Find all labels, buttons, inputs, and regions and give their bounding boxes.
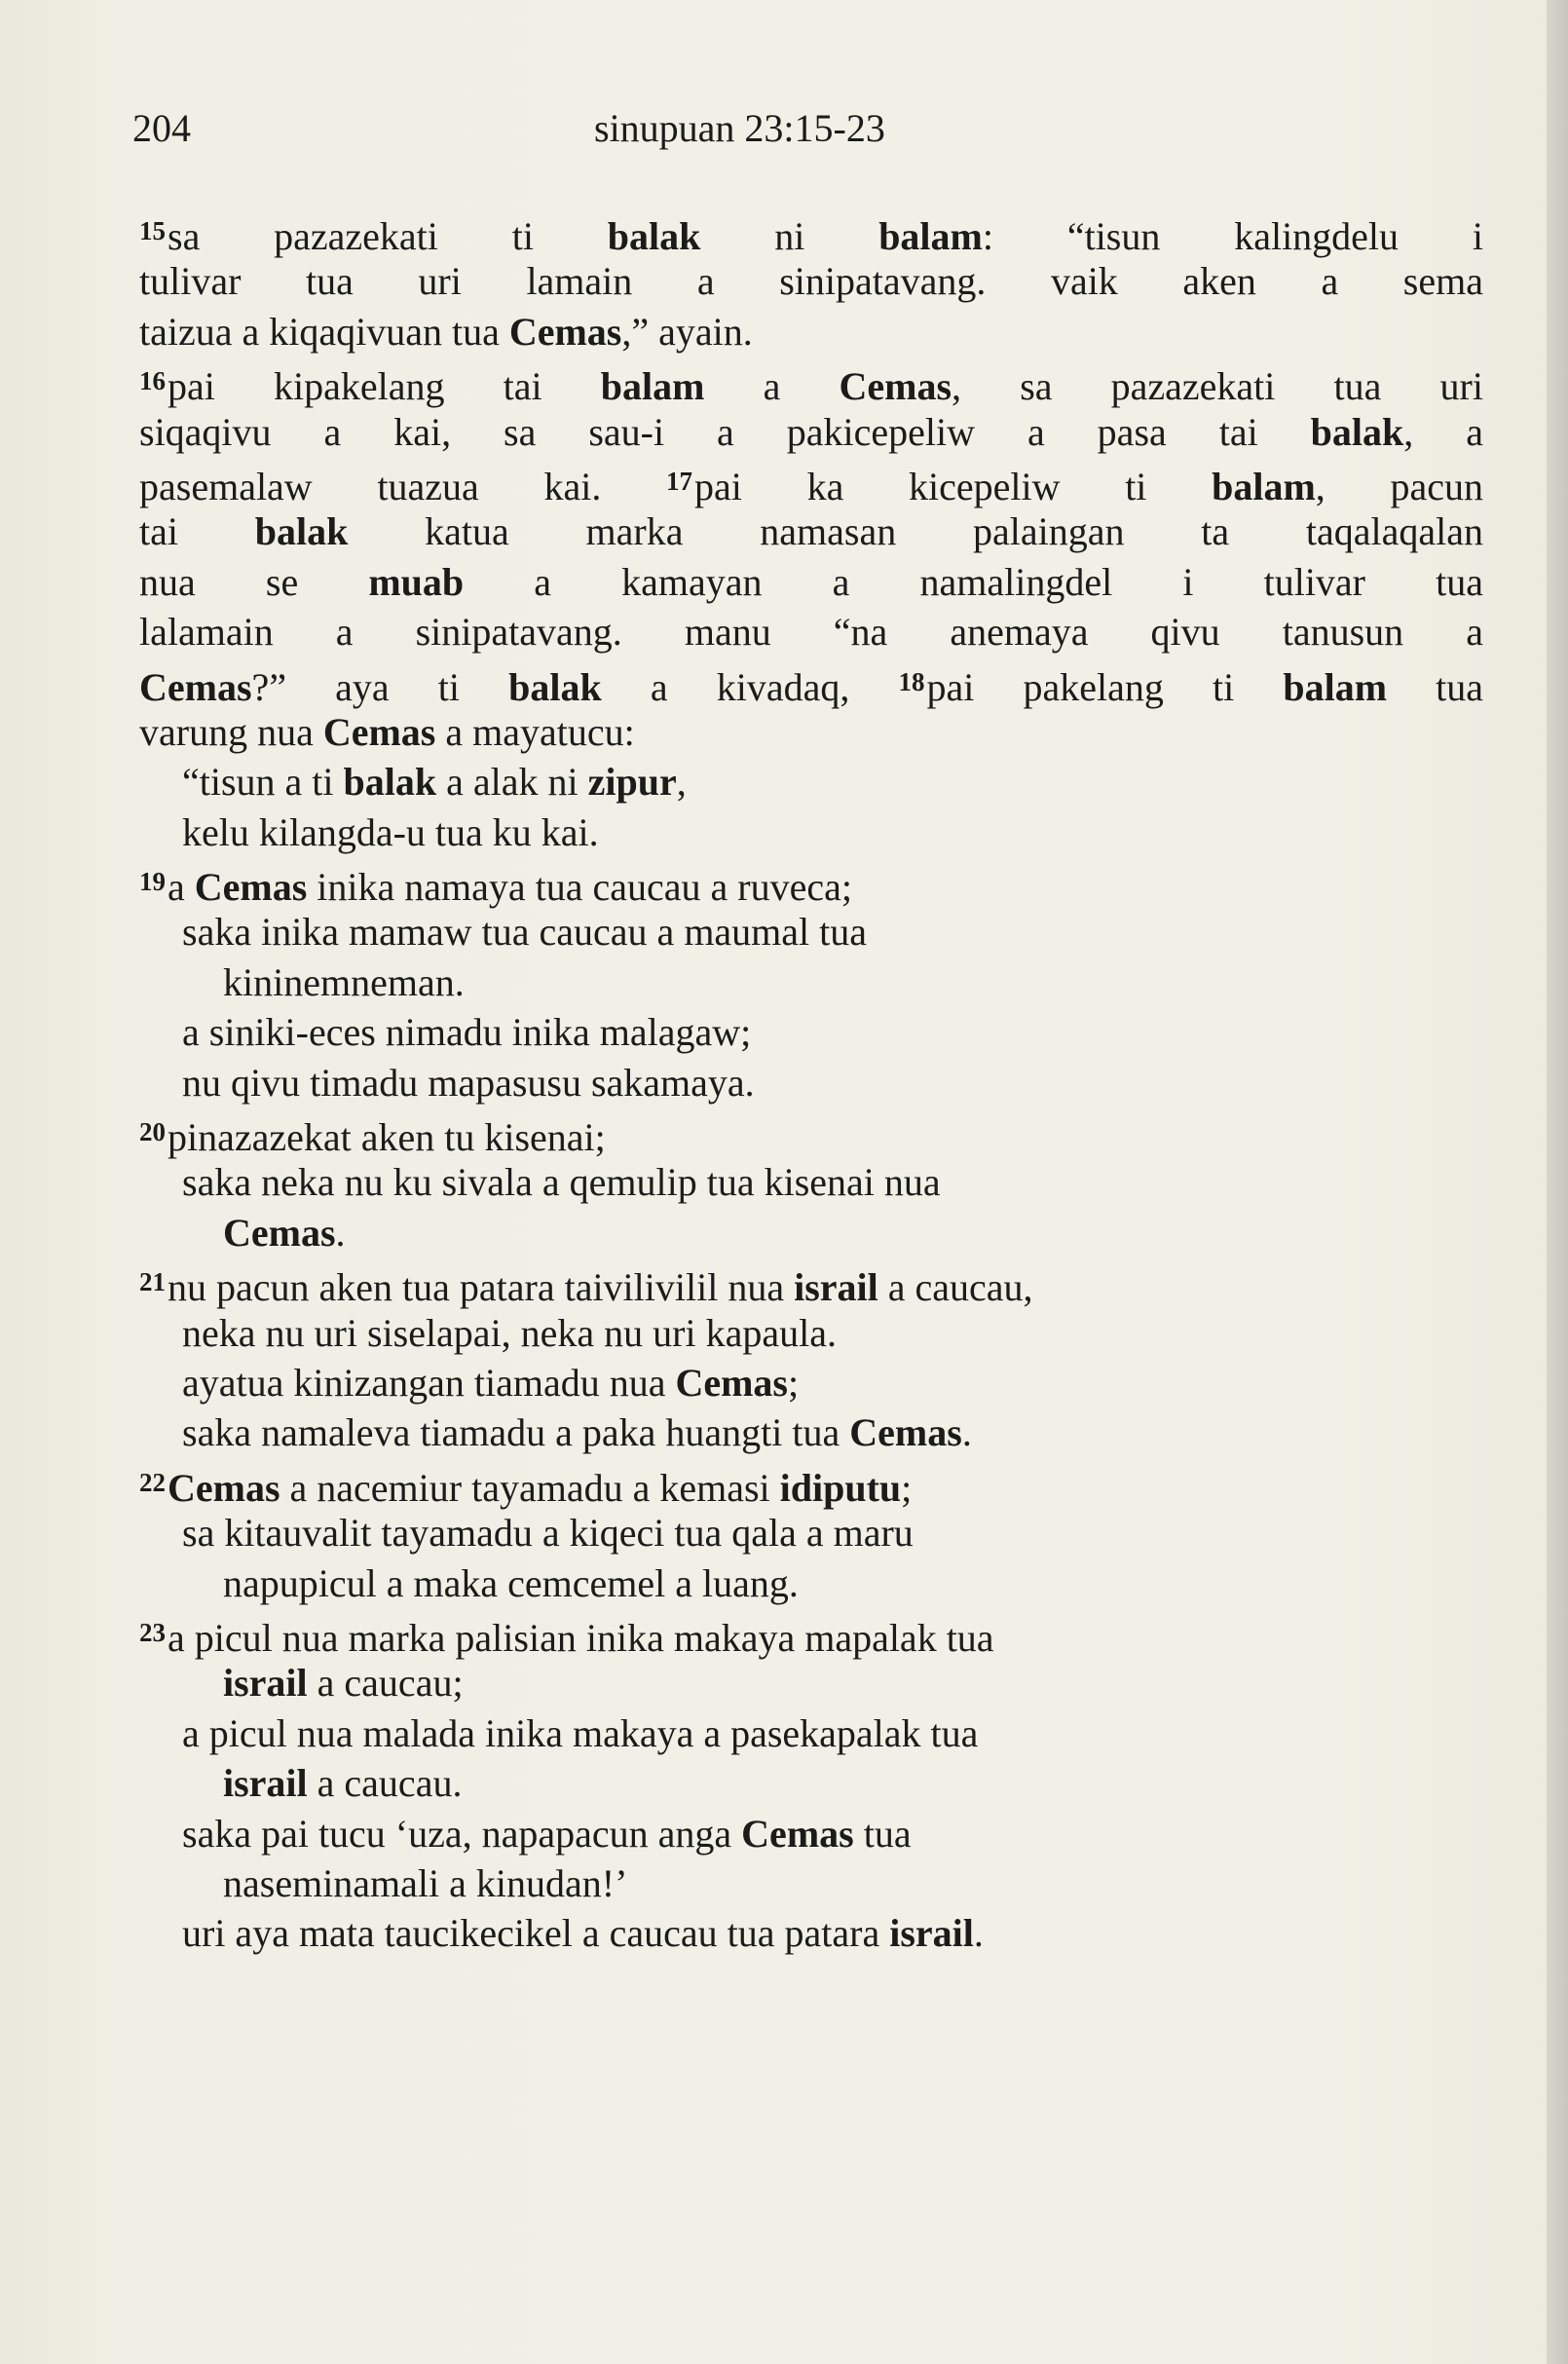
- line-text: ayatua kinizangan tiamadu nua Cemas;: [182, 1360, 800, 1405]
- verse-number: 23: [139, 1617, 166, 1647]
- text-line: [139, 607, 1483, 657]
- line-text: “tisun a ti balak a alak ni zipur,: [182, 760, 687, 805]
- page-edge: [1547, 0, 1568, 2364]
- verse-number: 20: [139, 1117, 166, 1147]
- text-line: [139, 206, 1483, 256]
- text-line: [139, 356, 1483, 409]
- body-text: [139, 206, 1483, 1959]
- verse-number: 15: [139, 216, 166, 245]
- text-line: [139, 707, 1483, 757]
- line-text: varung nua Cemas a mayatucu:: [139, 709, 635, 754]
- line-text: pai kipakelang tai balam a Cemas, sa pazazekati tua uri: [168, 364, 1483, 409]
- text-line: [139, 857, 1483, 910]
- text-line: [139, 657, 1483, 707]
- line-text: a picul nua marka palisian inika makaya mapalak tua: [168, 1615, 994, 1660]
- text-line: [139, 1107, 1483, 1160]
- page-header: [132, 105, 1476, 164]
- line-text: taizua a kiqaqivuan tua Cemas,” ayain.: [139, 309, 753, 354]
- text-line: [139, 1658, 1483, 1707]
- text-line: [139, 1508, 1483, 1557]
- text-line: [139, 457, 1483, 507]
- text-line: [139, 557, 1483, 607]
- line-text: napupicul a maka cemcemel a luang.: [223, 1560, 799, 1605]
- line-text: nu pacun aken tua patara taivilivilil nua israil a caucau,: [168, 1265, 1033, 1310]
- text-line: [139, 907, 1483, 957]
- line-text: nu qivu timadu mapasusu sakamaya.: [182, 1060, 755, 1105]
- text-line: [139, 1358, 1483, 1407]
- line-text: Cemas?” aya ti balak a kivadaq, $^{18}$pai pakelang ti balam tua: [139, 664, 1484, 709]
- line-text: nua se muab a kamayan a namalingdel i tulivar tua: [139, 559, 1483, 604]
- text-line: [139, 1858, 1483, 1908]
- line-text: a picul nua malada inika makaya a pasekapalak tua: [182, 1710, 979, 1755]
- text-line: [139, 1608, 1483, 1658]
- text-line: [139, 1157, 1483, 1207]
- page-number: 204: [132, 106, 191, 150]
- line-text: kininemneman.: [223, 959, 465, 1004]
- line-text: saka namaleva tiamadu a paka huangti tua Cemas.: [182, 1410, 972, 1455]
- line-text: sa pazazekati ti balak ni balam: “tisun kalingdelu i: [168, 214, 1483, 258]
- line-text: a siniki-eces nimadu inika malagaw;: [182, 1010, 752, 1055]
- text-line: [139, 1257, 1483, 1310]
- text-line: [139, 757, 1483, 807]
- text-line: [139, 1809, 1483, 1858]
- line-text: neka nu uri siselapai, neka nu uri kapaula.: [182, 1310, 837, 1355]
- line-text: israil a caucau;: [223, 1661, 464, 1706]
- line-text: tulivar tua uri lamain a sinipatavang. vaik aken a sema: [139, 259, 1483, 304]
- running-head: sinupuan 23:15-23: [594, 106, 885, 150]
- text-line: [139, 1758, 1483, 1808]
- line-text: saka inika mamaw tua caucau a maumal tua: [182, 910, 868, 955]
- text-line: [139, 1007, 1483, 1057]
- text-line: [139, 307, 1483, 356]
- text-line: [139, 407, 1483, 457]
- line-text: kelu kilangda-u tua ku kai.: [182, 809, 599, 854]
- text-line: [139, 1058, 1483, 1107]
- text-line: [139, 1458, 1483, 1508]
- line-text: saka pai tucu ‘uza, napapacun anga Cemas tua: [182, 1811, 912, 1856]
- line-text: lalamain a sinipatavang. manu “na anemaya qivu tanusun a: [139, 610, 1483, 655]
- line-text: siqaqivu a kai, sa sau-i a pakicepeliw a pasa tai balak, a: [139, 409, 1483, 454]
- verse-number: 16: [139, 366, 166, 396]
- text-line: [139, 1208, 1483, 1257]
- text-line: [139, 957, 1483, 1007]
- verse-number: 19: [139, 867, 166, 897]
- verse-number: 21: [139, 1267, 166, 1297]
- verse-number: 22: [139, 1467, 166, 1497]
- line-text: Cemas a nacemiur tayamadu a kemasi idiputu;: [168, 1465, 913, 1510]
- line-text: a Cemas inika namaya tua caucau a ruveca;: [168, 865, 852, 910]
- line-text: uri aya mata taucikecikel a caucau tua patara israil.: [182, 1911, 984, 1956]
- line-text: saka neka nu ku sivala a qemulip tua kisenai nua: [182, 1160, 941, 1205]
- line-text: Cemas.: [223, 1210, 346, 1255]
- line-text: tai balak katua marka namasan palaingan ta taqalaqalan: [139, 509, 1484, 554]
- line-text: pinazazekat aken tu kisenai;: [168, 1115, 606, 1160]
- text-line: [139, 507, 1483, 556]
- text-line: [139, 1308, 1483, 1358]
- line-text: israil a caucau.: [223, 1761, 463, 1806]
- line-text: sa kitauvalit tayamadu a kiqeci tua qala a maru: [182, 1511, 914, 1556]
- line-text: naseminamali a kinudan!’: [223, 1860, 628, 1905]
- text-line: [139, 1407, 1483, 1457]
- text-line: [139, 807, 1483, 857]
- text-line: [139, 1708, 1483, 1758]
- text-line: [139, 256, 1483, 306]
- line-text: pasemalaw tuazua kai. $^{17}$pai ka kicepeliw ti balam, pacun: [139, 464, 1483, 508]
- text-line: [139, 1908, 1483, 1958]
- text-line: [139, 1558, 1483, 1608]
